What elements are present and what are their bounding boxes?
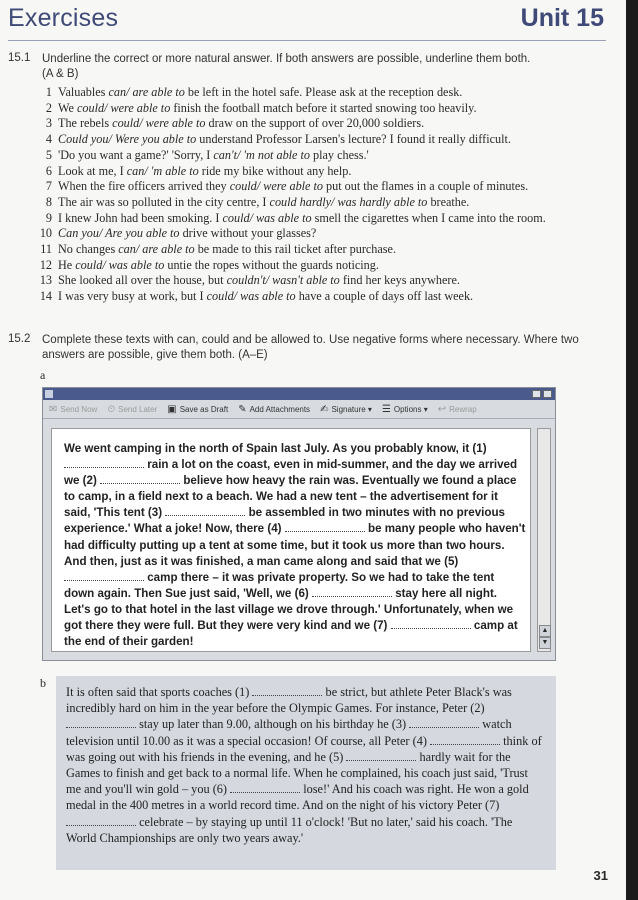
sentence-text: Valuables <box>58 85 109 99</box>
gap-blank[interactable] <box>165 505 245 516</box>
text-box-b <box>56 676 556 870</box>
part-label-b: b <box>40 676 46 690</box>
item-number: 10 <box>39 226 52 241</box>
sentence-text: No changes <box>58 242 119 257</box>
text-segment: We went camping in the north of Spain last July. As you probably know, it <box>64 442 473 455</box>
gap-blank[interactable] <box>430 734 500 745</box>
item-text <box>58 116 590 132</box>
window-icon <box>45 390 53 398</box>
text-segment: think of was going out with his friends in the evening, and he (5) <box>66 733 542 764</box>
gap-blank[interactable] <box>66 717 136 728</box>
gap-blank[interactable] <box>230 782 300 793</box>
exercise-number-15-2: 15.2 <box>8 333 31 345</box>
gap-blank[interactable] <box>64 570 144 581</box>
gap-blank[interactable] <box>252 685 322 696</box>
item-text <box>58 273 590 289</box>
rewrap-icon: ↩ <box>437 403 447 415</box>
sentence-text: I knew John had been smoking. I <box>58 210 223 225</box>
gap-blank[interactable] <box>346 750 416 761</box>
toolbar-button[interactable] <box>320 404 372 415</box>
instruction-text: Underline the correct or more natural answer. If both answers are possible, underline them both. <box>42 53 531 65</box>
item-number: 14 <box>39 289 52 304</box>
options-icon: ☰ <box>381 403 391 415</box>
item-text <box>58 226 590 242</box>
email-scrollbar[interactable] <box>537 428 551 652</box>
text-segment: hardly wait for the Games to finish and get back to a normal life. When he complained, his coach just said, 'Trust me and you'll win gold – you (6) <box>66 749 528 797</box>
exercise-item <box>30 211 590 227</box>
part-label-a: a <box>40 368 46 382</box>
sentence-text: find her keys anywhere. <box>339 273 460 288</box>
text-segment: camp at the end of their garden! <box>64 619 518 649</box>
answer-options[interactable]: could/ were able to <box>76 100 171 115</box>
item-text <box>58 85 590 101</box>
item-text <box>58 242 590 258</box>
header-rule <box>8 40 606 41</box>
exercise-item <box>30 195 590 211</box>
email-text <box>64 441 526 650</box>
scroll-up-arrow-icon[interactable]: ▲ <box>539 625 551 637</box>
sentence-text: ride my bike without any help. <box>198 163 352 178</box>
sentence-text: She looked all over the house, but <box>58 273 227 288</box>
toolbar-button[interactable] <box>49 404 97 415</box>
sentence-text: drive without your glasses? <box>179 226 317 241</box>
sentence-text: have a couple of days off last week. <box>295 289 474 304</box>
toolbar-button-label: Options ▾ <box>393 404 428 414</box>
item-text <box>58 258 590 274</box>
exercise-item <box>30 148 590 164</box>
answer-options[interactable]: could/ was able to <box>75 257 165 272</box>
answer-options[interactable]: couldn't/ wasn't able to <box>226 273 340 288</box>
exercise-item <box>30 101 590 117</box>
toolbar-button-label: Send Now <box>60 404 98 414</box>
item-number: 2 <box>45 100 52 115</box>
answer-options[interactable]: can't/ 'm not able to <box>213 147 310 162</box>
exercise-items-15-1 <box>30 85 590 305</box>
item-text <box>58 101 590 117</box>
exercise-item <box>30 289 590 305</box>
page-header <box>0 0 626 42</box>
sentence-text: Look at me, I <box>58 163 127 178</box>
exercise-item <box>30 116 590 132</box>
answer-options[interactable]: could/ was able to <box>206 289 296 304</box>
sentence-text: put out the flames in a couple of minutes. <box>323 179 529 194</box>
send-later-icon: ⏲ <box>107 403 116 415</box>
answer-options[interactable]: can/ are able to <box>118 242 195 257</box>
toolbar-button[interactable] <box>382 404 428 415</box>
sentence-text: be made to this rail ticket after purchase. <box>194 242 396 257</box>
exercise-item <box>30 132 590 148</box>
text-segment: watch television until 10.00 as it was a special occasion! Of course, all Peter (4) <box>66 717 512 748</box>
sentence-text: draw on the support of over 20,000 soldiers. <box>205 116 425 131</box>
item-text <box>58 289 590 305</box>
page-number: 31 <box>593 868 608 883</box>
text-segment: stay here all night. Let's go to that hotel in the last village we drove through.' Unfortunately, when we got there they were full. But they were very kind and we (7) <box>64 586 514 633</box>
item-number: 8 <box>45 194 52 209</box>
gap-blank[interactable] <box>312 586 392 597</box>
section-title: Exercises <box>8 4 119 32</box>
exercise-item <box>30 179 590 195</box>
text-segment: celebrate – by staying up until 11 o'clock! 'But no later,' said his coach. 'The World Championships are only two years away.' <box>66 814 513 845</box>
text-segment: rain a lot on the coast, even in mid-summer, and the day we arrived we (2) <box>64 458 518 488</box>
item-number: 7 <box>45 179 52 194</box>
item-text <box>58 132 590 148</box>
text-segment: camp there – it was private property. So we had to take the tent down again. Then Sue just said, 'Well, we (6) <box>64 570 495 600</box>
text-segment: lose!' And his coach was right. He won a gold medal in the 400 metres in a world record time. And on the night of his victory Peter (7) <box>66 782 529 813</box>
page-edge <box>626 0 638 900</box>
item-number: 3 <box>45 116 52 131</box>
toolbar-button-label: Save as Draft <box>179 404 229 414</box>
item-number: 6 <box>45 163 52 178</box>
item-number: 12 <box>39 257 52 272</box>
gap-blank[interactable] <box>64 457 144 468</box>
sentence-text: understand Professor Larsen's lecture? I found it really difficult. <box>196 132 511 147</box>
exercise-instruction-15-1 <box>42 52 592 82</box>
scroll-down-arrow-icon[interactable]: ▼ <box>539 637 551 649</box>
item-text <box>58 164 590 180</box>
exercise-item <box>30 273 590 289</box>
exercise-item <box>30 258 590 274</box>
close-button[interactable] <box>543 390 552 398</box>
answer-options[interactable]: can/ 'm able to <box>126 163 199 178</box>
item-number: 9 <box>45 210 52 225</box>
email-body[interactable] <box>51 428 531 652</box>
sentence-text: 'Do you want a game?' 'Sorry, I <box>58 147 214 162</box>
sentence-text: The air was so polluted in the city centre, I <box>58 194 270 209</box>
toolbar-button-label: Send Later <box>118 404 158 414</box>
exercise-instruction-15-2: Complete these texts with can, could and be allowed to. Use negative forms where necessary. Where two answers are possible, give them both. (A–E) <box>42 334 579 361</box>
item-number: 1 <box>45 85 52 99</box>
exercise-item <box>30 85 590 101</box>
unit-title: Unit 15 <box>520 4 604 32</box>
sentence-text: The rebels <box>58 116 113 131</box>
text-segment: believe how heavy the rain was. Eventually we found a place to camp, in a field next to a beach. We had a new tent – the advertisement for it said, 'This tent (3) <box>64 474 517 520</box>
restore-button[interactable] <box>532 390 541 398</box>
exercise-item <box>30 164 590 180</box>
answer-options[interactable]: could/ were able to <box>112 116 206 131</box>
email-title-bar <box>43 388 555 400</box>
text-segment: be strict, but athlete Peter Black's was incredibly hard on him in the year before the Olympic Games. For instance, Peter (2) <box>66 685 512 716</box>
item-number: 11 <box>40 242 52 257</box>
answer-options[interactable]: could hardly/ was hardly able to <box>269 194 428 209</box>
text-segment: It is often said that sports coaches (1) <box>66 685 250 699</box>
sentence-text: play chess.' <box>310 147 369 162</box>
exercise-item <box>30 242 590 258</box>
sentence-text: be left in the hotel safe. Please ask at the reception desk. <box>184 85 463 99</box>
item-number: 13 <box>39 273 52 288</box>
item-number: 4 <box>45 132 52 147</box>
answer-options[interactable]: Could you/ Were you able to <box>58 132 197 147</box>
gap-blank[interactable] <box>409 717 479 728</box>
paperclip-icon: ✎ <box>238 403 247 415</box>
gap-blank[interactable] <box>285 521 365 532</box>
signature-icon: ✍ <box>320 403 329 415</box>
item-text <box>58 211 590 227</box>
text-segment: be assembled in two minutes with no previous experience.' What a joke! Now, there (4) <box>64 506 505 536</box>
toolbar-button-label: Add Attachments <box>249 404 311 414</box>
toolbar-button[interactable] <box>107 404 157 415</box>
answer-options[interactable]: Can you/ Are you able to <box>58 226 180 241</box>
send-icon: ✉ <box>49 403 58 415</box>
toolbar-button[interactable] <box>167 404 228 415</box>
sentence-text: smell the cigarettes when I came into the room. <box>311 210 546 225</box>
toolbar-button[interactable] <box>238 404 310 415</box>
toolbar-button-label: Signature ▾ <box>331 404 372 414</box>
toolbar-button-label: Rewrap <box>449 404 477 414</box>
exercise-number-15-1: 15.1 <box>8 52 31 64</box>
text-b <box>66 684 544 846</box>
item-text <box>58 179 590 195</box>
email-toolbar <box>43 400 555 419</box>
text-segment: be many people who haven't had difficulty putting up a tent at some time, but it took us more than two hours. And then, just as it was finished, a man came along and said that we (5) <box>64 522 526 568</box>
item-text <box>58 195 590 211</box>
email-window <box>42 387 556 661</box>
toolbar-button[interactable] <box>438 404 477 415</box>
gap-blank[interactable] <box>66 815 136 826</box>
instruction-ref: (A & B) <box>42 68 79 80</box>
answer-options[interactable]: could/ were able to <box>229 179 323 194</box>
gap-blank[interactable] <box>391 618 471 629</box>
sentence-text: untie the ropes without the guards noticing. <box>164 257 379 272</box>
sentence-text: He <box>58 257 76 272</box>
answer-options[interactable]: could/ was able to <box>222 210 312 225</box>
item-text <box>58 148 590 164</box>
text-segment: (1) <box>472 442 487 455</box>
gap-blank[interactable] <box>100 473 180 484</box>
item-number: 5 <box>45 147 52 162</box>
sentence-text: I was very busy at work, but I <box>58 289 207 304</box>
sentence-text: When the fire officers arrived they <box>58 179 230 194</box>
sentence-text: breathe. <box>427 194 470 209</box>
sentence-text: finish the football match before it started snowing too heavily. <box>170 100 477 115</box>
exercise-item <box>30 226 590 242</box>
text-segment: stay up later than 9.00, although on his birthday he (3) <box>139 717 407 732</box>
answer-options[interactable]: can/ are able to <box>108 85 185 99</box>
sentence-text: We <box>58 100 77 115</box>
save-draft-icon: ▣ <box>167 403 177 415</box>
